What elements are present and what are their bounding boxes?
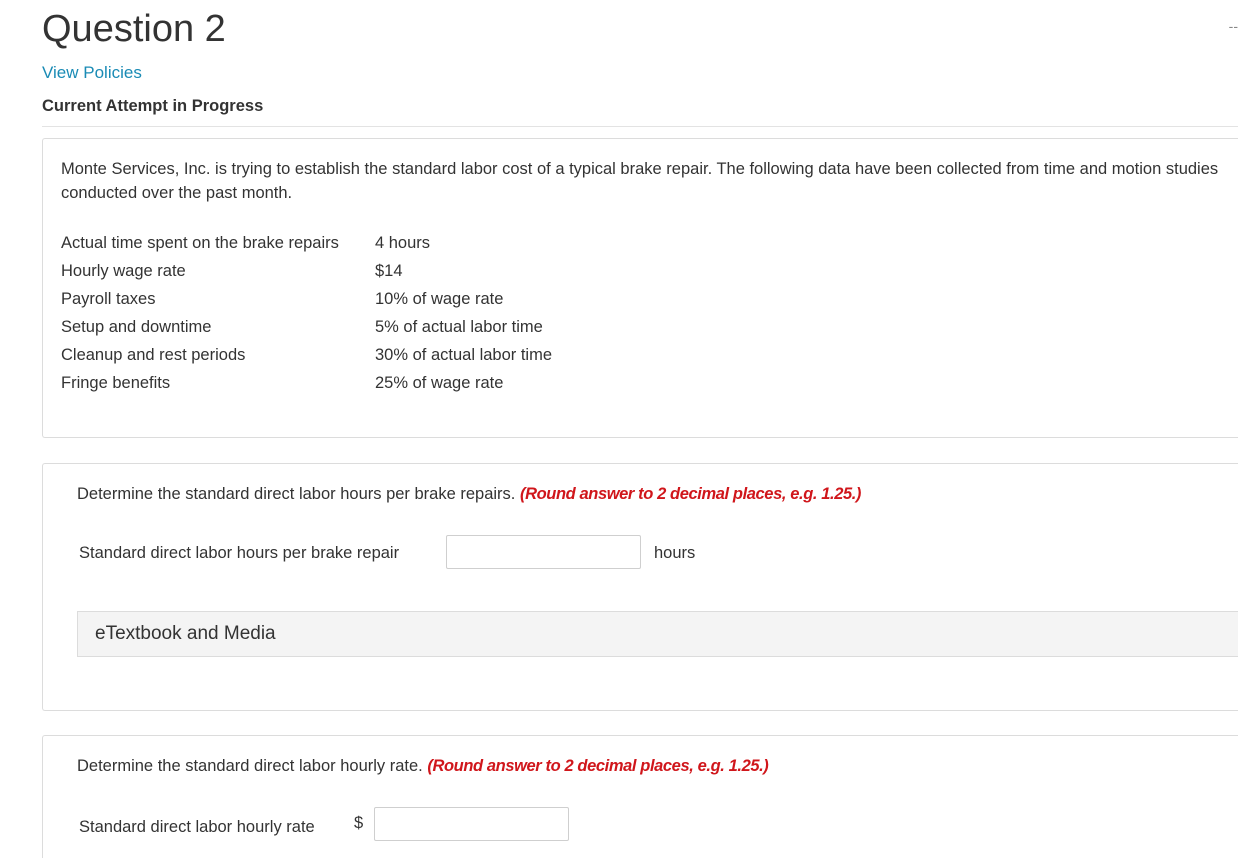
problem-statement-panel <box>42 138 1238 438</box>
attempt-status: Current Attempt in Progress <box>42 97 264 115</box>
header-divider <box>42 126 1238 127</box>
table-row <box>61 313 552 341</box>
row-label: Hourly wage rate <box>61 261 186 280</box>
table-row <box>61 285 552 313</box>
prompt-text: Determine the standard direct labor hourly rate. <box>77 757 423 775</box>
table-row <box>61 369 552 397</box>
table-row <box>61 341 552 369</box>
question-part-b-prompt <box>77 757 768 776</box>
hourly-rate-input[interactable] <box>374 807 569 841</box>
row-value: 4 hours <box>375 233 431 252</box>
row-label: Fringe benefits <box>61 373 171 392</box>
unit-label: hours <box>654 544 696 562</box>
answer-label: Standard direct labor hourly rate <box>79 818 315 836</box>
rounding-hint: (Round answer to 2 decimal places, e.g. 1.25.) <box>519 485 862 503</box>
question-part-b-panel <box>42 735 1238 858</box>
row-label: Actual time spent on the brake repairs <box>61 233 339 252</box>
question-part-a-prompt <box>77 485 861 504</box>
row-label: Payroll taxes <box>61 289 156 308</box>
page-title: Question 2 <box>42 8 226 50</box>
question-part-a-panel <box>42 463 1238 711</box>
table-row <box>61 229 552 257</box>
corner-mark: -- <box>1228 18 1238 34</box>
row-label: Setup and downtime <box>61 317 212 336</box>
rounding-hint: (Round answer to 2 decimal places, e.g. 1.25.) <box>427 757 769 775</box>
row-value: 25% of wage rate <box>375 373 504 392</box>
currency-symbol: $ <box>354 814 364 832</box>
view-policies-link[interactable]: View Policies <box>42 63 142 82</box>
labor-hours-input[interactable] <box>446 535 641 569</box>
etextbook-media-button[interactable]: eTextbook and Media <box>77 611 1238 657</box>
row-label: Cleanup and rest periods <box>61 345 246 364</box>
data-table <box>61 229 552 397</box>
problem-statement: Monte Services, Inc. is trying to establish the standard labor cost of a typical brake repair. The following data have been collected from time and motion studies conducted over the past month. <box>61 160 1219 202</box>
prompt-text: Determine the standard direct labor hours per brake repairs. <box>77 485 516 503</box>
row-value: 10% of wage rate <box>375 289 504 308</box>
row-value: 30% of actual labor time <box>375 345 553 364</box>
answer-label: Standard direct labor hours per brake repair <box>79 544 400 562</box>
table-row <box>61 257 552 285</box>
row-value: 5% of actual labor time <box>375 317 543 336</box>
row-value: $14 <box>375 261 403 280</box>
